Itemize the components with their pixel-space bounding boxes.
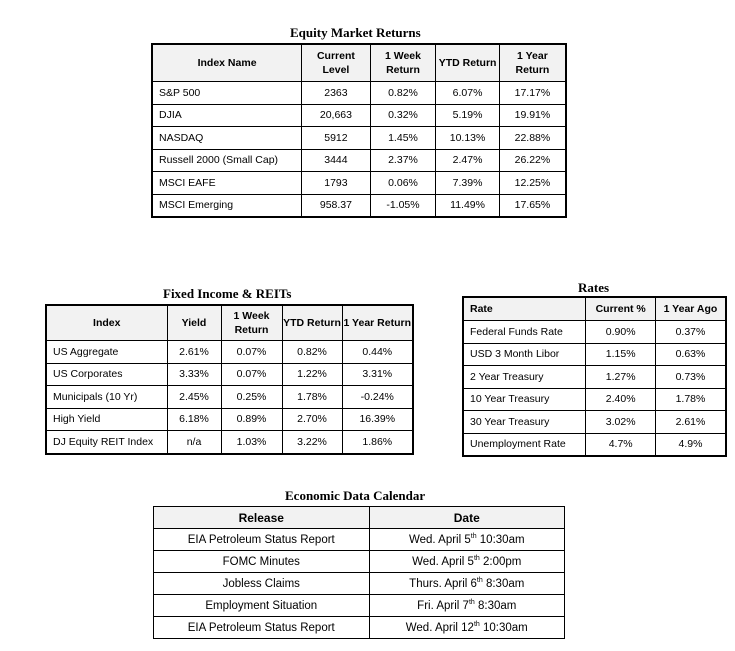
value-cell: 1.15%: [586, 343, 656, 366]
value-cell: 16.39%: [342, 408, 413, 431]
value-cell: 2.37%: [370, 149, 436, 172]
rates-title: Rates: [578, 280, 610, 295]
col-header-release: Release: [154, 507, 370, 529]
rate-name-cell: 2 Year Treasury: [463, 366, 586, 389]
release-cell: Jobless Claims: [154, 573, 370, 595]
value-cell: 2.61%: [167, 341, 221, 364]
index-name-cell: Municipals (10 Yr): [46, 386, 167, 409]
col-header-ytd-return: YTD Return: [282, 305, 342, 341]
table-row: [46, 386, 413, 409]
value-cell: 19.91%: [499, 104, 566, 127]
value-cell: 0.32%: [370, 104, 436, 127]
value-cell: 2.70%: [282, 408, 342, 431]
value-cell: 3.22%: [282, 431, 342, 454]
table-row: [152, 104, 566, 127]
index-name-cell: NASDAQ: [152, 127, 302, 150]
col-header-current-level: Current Level: [302, 44, 371, 82]
value-cell: 3.33%: [167, 363, 221, 386]
value-cell: 0.89%: [221, 408, 282, 431]
table-row: [154, 573, 565, 595]
release-cell: EIA Petroleum Status Report: [154, 529, 370, 551]
table-row: [463, 321, 726, 344]
col-header-ytd-return: YTD Return: [436, 44, 500, 82]
value-cell: 22.88%: [499, 127, 566, 150]
table-row: [152, 149, 566, 172]
econ-calendar-table: [153, 506, 565, 639]
release-cell: FOMC Minutes: [154, 551, 370, 573]
date-cell: Fri. April 7th 8:30am: [369, 595, 564, 617]
index-name-cell: Russell 2000 (Small Cap): [152, 149, 302, 172]
table-row: [152, 127, 566, 150]
value-cell: 26.22%: [499, 149, 566, 172]
value-cell: 2.61%: [655, 411, 726, 434]
col-header-index: Index: [46, 305, 167, 341]
value-cell: 5.19%: [436, 104, 500, 127]
index-name-cell: US Corporates: [46, 363, 167, 386]
value-cell: 1.45%: [370, 127, 436, 150]
table-row: [154, 551, 565, 573]
date-cell: Wed. April 12th 10:30am: [369, 617, 564, 639]
table-row: [46, 431, 413, 454]
fixed-income-table: [45, 304, 414, 455]
equity-table: [151, 43, 567, 218]
col-header-rate: Rate: [463, 297, 586, 321]
value-cell: 2.45%: [167, 386, 221, 409]
table-row: [154, 595, 565, 617]
value-cell: 0.44%: [342, 341, 413, 364]
value-cell: 0.63%: [655, 343, 726, 366]
table-row: [154, 529, 565, 551]
table-row: [46, 363, 413, 386]
index-name-cell: S&P 500: [152, 82, 302, 105]
value-cell: 2363: [302, 82, 371, 105]
value-cell: 958.37: [302, 194, 371, 217]
col-header-1-year-ago: 1 Year Ago: [655, 297, 726, 321]
table-row: [463, 433, 726, 456]
equity-title: Equity Market Returns: [290, 25, 421, 40]
value-cell: 0.73%: [655, 366, 726, 389]
value-cell: 10.13%: [436, 127, 500, 150]
value-cell: 11.49%: [436, 194, 500, 217]
value-cell: -1.05%: [370, 194, 436, 217]
table-row: [463, 388, 726, 411]
index-name-cell: High Yield: [46, 408, 167, 431]
rates-header-row: [463, 297, 726, 321]
econ-calendar-title: Economic Data Calendar: [285, 488, 426, 503]
rates-table: [462, 296, 727, 457]
index-name-cell: MSCI Emerging: [152, 194, 302, 217]
value-cell: 17.65%: [499, 194, 566, 217]
index-name-cell: DJ Equity REIT Index: [46, 431, 167, 454]
value-cell: 0.06%: [370, 172, 436, 195]
econ-header-row: [154, 507, 565, 529]
index-name-cell: MSCI EAFE: [152, 172, 302, 195]
table-row: [46, 341, 413, 364]
col-header-1-year-return: 1 Year Return: [342, 305, 413, 341]
value-cell: 1.78%: [655, 388, 726, 411]
rate-name-cell: Federal Funds Rate: [463, 321, 586, 344]
rate-name-cell: 10 Year Treasury: [463, 388, 586, 411]
value-cell: 0.07%: [221, 341, 282, 364]
fixed-header-row: [46, 305, 413, 341]
value-cell: 1.03%: [221, 431, 282, 454]
value-cell: 0.82%: [370, 82, 436, 105]
col-header-1-week-return: 1 Week Return: [370, 44, 436, 82]
value-cell: n/a: [167, 431, 221, 454]
index-name-cell: US Aggregate: [46, 341, 167, 364]
value-cell: 1.86%: [342, 431, 413, 454]
rate-name-cell: USD 3 Month Libor: [463, 343, 586, 366]
value-cell: 0.37%: [655, 321, 726, 344]
value-cell: 5912: [302, 127, 371, 150]
value-cell: 3.31%: [342, 363, 413, 386]
value-cell: 6.18%: [167, 408, 221, 431]
table-row: [46, 408, 413, 431]
value-cell: 2.40%: [586, 388, 656, 411]
fixed-income-title: Fixed Income & REITs: [163, 286, 292, 301]
col-header-yield: Yield: [167, 305, 221, 341]
rate-name-cell: 30 Year Treasury: [463, 411, 586, 434]
table-row: [152, 82, 566, 105]
value-cell: 2.47%: [436, 149, 500, 172]
table-row: [154, 617, 565, 639]
release-cell: Employment Situation: [154, 595, 370, 617]
value-cell: 17.17%: [499, 82, 566, 105]
value-cell: 4.9%: [655, 433, 726, 456]
date-cell: Wed. April 5th 10:30am: [369, 529, 564, 551]
col-header-date: Date: [369, 507, 564, 529]
value-cell: 7.39%: [436, 172, 500, 195]
col-header-1-year-return: 1 Year Return: [499, 44, 566, 82]
index-name-cell: DJIA: [152, 104, 302, 127]
value-cell: 0.90%: [586, 321, 656, 344]
date-cell: Wed. April 5th 2:00pm: [369, 551, 564, 573]
value-cell: 6.07%: [436, 82, 500, 105]
value-cell: 3.02%: [586, 411, 656, 434]
release-cell: EIA Petroleum Status Report: [154, 617, 370, 639]
value-cell: 1.27%: [586, 366, 656, 389]
table-row: [463, 411, 726, 434]
table-row: [463, 366, 726, 389]
value-cell: 12.25%: [499, 172, 566, 195]
value-cell: 4.7%: [586, 433, 656, 456]
equity-header-row: [152, 44, 566, 82]
col-header-1-week-return: 1 Week Return: [221, 305, 282, 341]
table-row: [463, 343, 726, 366]
table-row: [152, 194, 566, 217]
col-header-current-pct: Current %: [586, 297, 656, 321]
col-header-index-name: Index Name: [152, 44, 302, 82]
value-cell: 0.82%: [282, 341, 342, 364]
rate-name-cell: Unemployment Rate: [463, 433, 586, 456]
date-cell: Thurs. April 6th 8:30am: [369, 573, 564, 595]
value-cell: 1.22%: [282, 363, 342, 386]
value-cell: 0.07%: [221, 363, 282, 386]
table-row: [152, 172, 566, 195]
value-cell: -0.24%: [342, 386, 413, 409]
value-cell: 0.25%: [221, 386, 282, 409]
value-cell: 1.78%: [282, 386, 342, 409]
value-cell: 3444: [302, 149, 371, 172]
value-cell: 20,663: [302, 104, 371, 127]
value-cell: 1793: [302, 172, 371, 195]
